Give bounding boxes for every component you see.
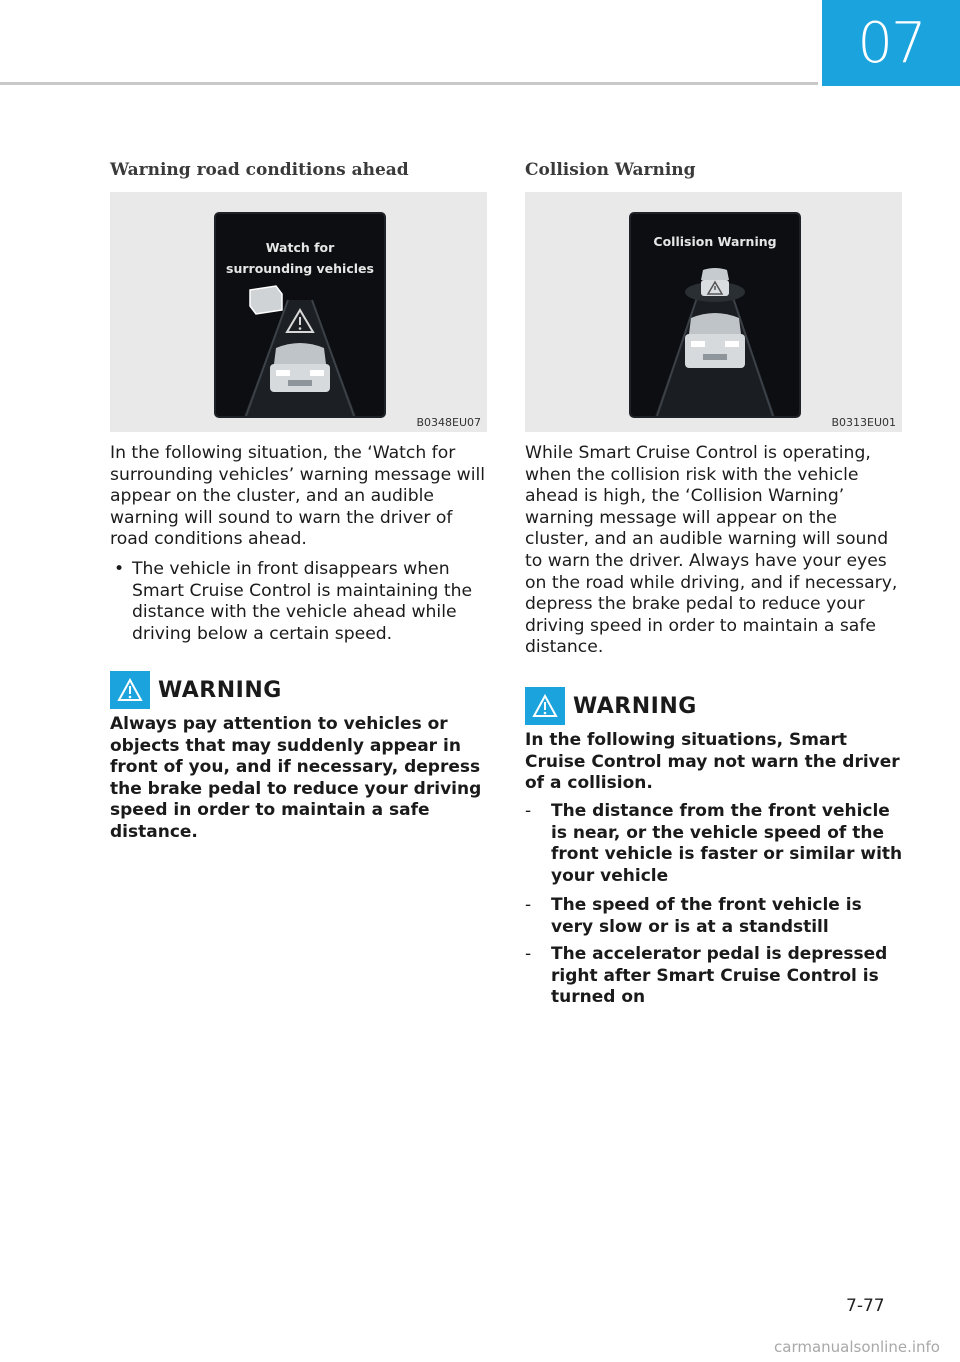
figure-code: B0313EU01	[831, 416, 896, 429]
intro-paragraph: While Smart Cruise Control is operating, when the collision risk with the vehicle ahead is high, the ‘Collision Warning’ warning message will appear on the cluster, and an audible warning will sound to warn the driver. Always have your eyes on the road while driving, and if necessary, depress the brake pedal to reduce your driving speed in order to maintain a safe distance.	[525, 443, 898, 658]
page-number: 7-77	[846, 1296, 885, 1316]
warning-list-text: The accelerator pedal is depressed right after Smart Cruise Control is turned on	[551, 944, 888, 1008]
warning-label: WARNING	[158, 678, 282, 703]
dash-marker: -	[525, 944, 532, 964]
cluster-screen	[214, 212, 386, 418]
figure-collision-warning	[525, 192, 902, 432]
warning-list-text: The distance from the front vehicle is near, or the vehicle speed of the front vehicle is faster or similar with your vehicle	[551, 801, 903, 886]
screen-message-line1: Watch for	[265, 240, 335, 255]
own-vehicle-icon	[685, 313, 745, 368]
warning-list-text: The speed of the front vehicle is very slow or is at a standstill	[551, 895, 862, 937]
warning-icon	[525, 687, 565, 725]
section-title-collision-warning: Collision Warning	[525, 160, 696, 180]
intro-paragraph: In the following situation, the ‘Watch for surrounding vehicles’ warning message will appear on the cluster, and an audible warning will sound to warn the driver of road conditions ahead.	[110, 443, 486, 550]
dash-marker: -	[525, 801, 532, 821]
bullet-text: The vehicle in front disappears when Smart Cruise Control is maintaining the distance with the vehicle ahead while driving below a certain speed.	[132, 559, 473, 644]
own-vehicle-icon	[270, 343, 330, 392]
screen-message-line2: surrounding vehicles	[226, 261, 374, 276]
watermark: carmanualsonline.info	[774, 1338, 940, 1356]
bullet-dot: •	[114, 559, 125, 579]
road-scene-illustration	[216, 214, 384, 416]
warning-text: Always pay attention to vehicles or objects that may suddenly appear in front of you, and if necessary, depress the brake pedal to reduce your driving speed in order to maintain a safe distance.	[110, 714, 482, 842]
figure-code: B0348EU07	[416, 416, 481, 429]
warning-icon	[110, 671, 150, 709]
chapter-tab: 07	[822, 0, 960, 86]
header-rule	[0, 82, 818, 85]
side-vehicle-icon	[250, 286, 282, 314]
dash-marker: -	[525, 895, 532, 915]
warning-label: WARNING	[573, 694, 697, 719]
figure-watch-surrounding	[110, 192, 487, 432]
section-title-road-conditions: Warning road conditions ahead	[110, 160, 409, 180]
road-scene-illustration	[631, 214, 799, 416]
warning-text: In the following situations, Smart Cruise Control may not warn the driver of a collision.	[525, 730, 900, 794]
screen-message-line1: Collision Warning	[653, 234, 777, 249]
cluster-screen	[629, 212, 801, 418]
